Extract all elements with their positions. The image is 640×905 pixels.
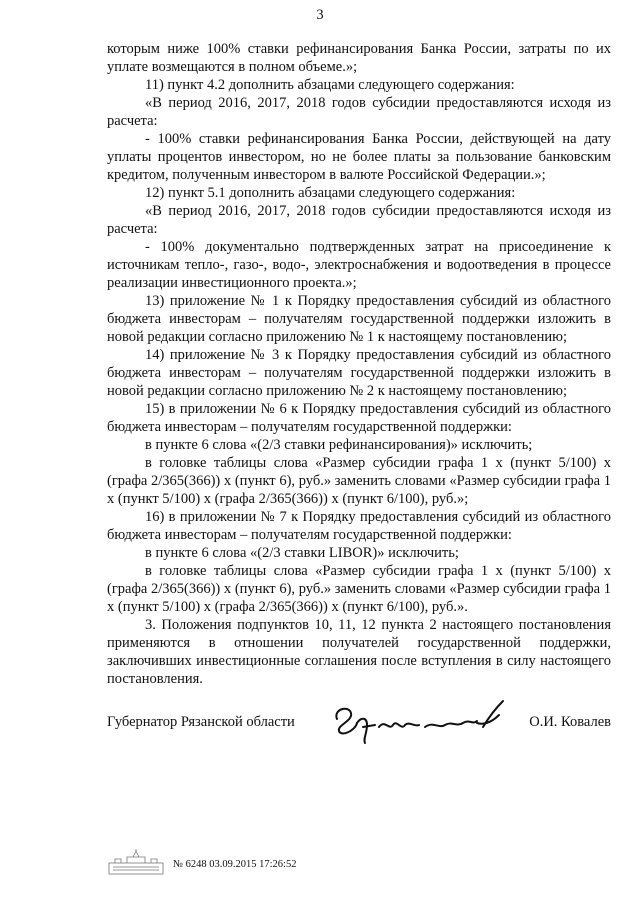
handwritten-signature [327,697,517,747]
paragraph: 3. Положения подпунктов 10, 11, 12 пункта 2 настоящего постановления применяются в отношении получателей государственной поддержки, заключивших инвестиционные соглашения после вступления в силу настоящего постановления. [107,617,611,687]
paragraph: «В период 2016, 2017, 2018 годов субсидии предоставляются исходя из расчета: [107,203,611,237]
paragraph: 13) приложение № 1 к Порядку предоставления субсидий из областного бюджета инвесторам – получателям государственной поддержки изложить в новой редакции согласно приложению № 1 к настоящему постановлению; [107,293,611,345]
page-number: 3 [316,7,324,23]
paragraph: 12) пункт 5.1 дополнить абзацами следующего содержания: [145,185,516,201]
paragraph: в пункте 6 слова «(2/3 ставки LIBOR)» исключить; [145,545,459,561]
document-footer [107,848,407,878]
document-body [107,40,611,688]
paragraph: 11) пункт 4.2 дополнить абзацами следующего содержания: [145,77,515,93]
paragraph: 16) в приложении № 7 к Порядку предоставления субсидий из областного бюджета инвесторам – получателям государственной поддержки: [107,509,611,543]
paragraph: 14) приложение № 3 к Порядку предоставления субсидий из областного бюджета инвесторам – получателям государственной поддержки изложить в новой редакции согласно приложению № 2 к настоящему постановлению; [107,347,611,399]
registration-stamp: № 6248 03.09.2015 17:26:52 [173,859,297,870]
signatory-title: Губернатор Рязанской области [107,714,295,730]
paragraph: «В период 2016, 2017, 2018 годов субсидии предоставляются исходя из расчета: [107,95,611,129]
paragraph: в головке таблицы слова «Размер субсидии графа 1 х (пункт 5/100) х (графа 2/365(366)) х (пункт 6), руб.» заменить словами «Размер субсидии графа 1 х (пункт 5/100) х (графа 2/365(366)) х (пункт 6/100), руб.»; [107,455,611,507]
paragraph: 15) в приложении № 6 к Порядку предоставления субсидий из областного бюджета инвесторам – получателям государственной поддержки: [107,401,611,435]
paragraph: - 100% ставки рефинансирования Банка России, действующей на дату уплаты процентов инвестором, но не более платы за пользование банковским кредитом, полученным инвестором в валюте Российской Федерации.»; [107,131,611,183]
paragraph: в головке таблицы слова «Размер субсидии графа 1 х (пункт 5/100) х (графа 2/365(366)) х (пункт 6), руб.» заменить словами «Размер субсидии графа 1 х (пункт 5/100) х (графа 2/365(366)) х (пункт 6/100), руб.». [107,563,611,615]
paragraph: которым ниже 100% ставки рефинансирования Банка России, затраты по их уплате возмещаются в полном объеме.»; [107,41,611,75]
paragraph: - 100% документально подтвержденных затрат на присоединение к источникам тепло-, газо-, водо-, электроснабжения и водоотведения в процессе реализации инвестиционного проекта.»; [107,239,611,291]
paragraph: в пункте 6 слова «(2/3 ставки рефинансирования)» исключить; [145,437,533,453]
signature-block [107,707,611,747]
registry-logo-icon [107,848,165,876]
signatory-name: О.И. Ковалев [529,714,611,730]
